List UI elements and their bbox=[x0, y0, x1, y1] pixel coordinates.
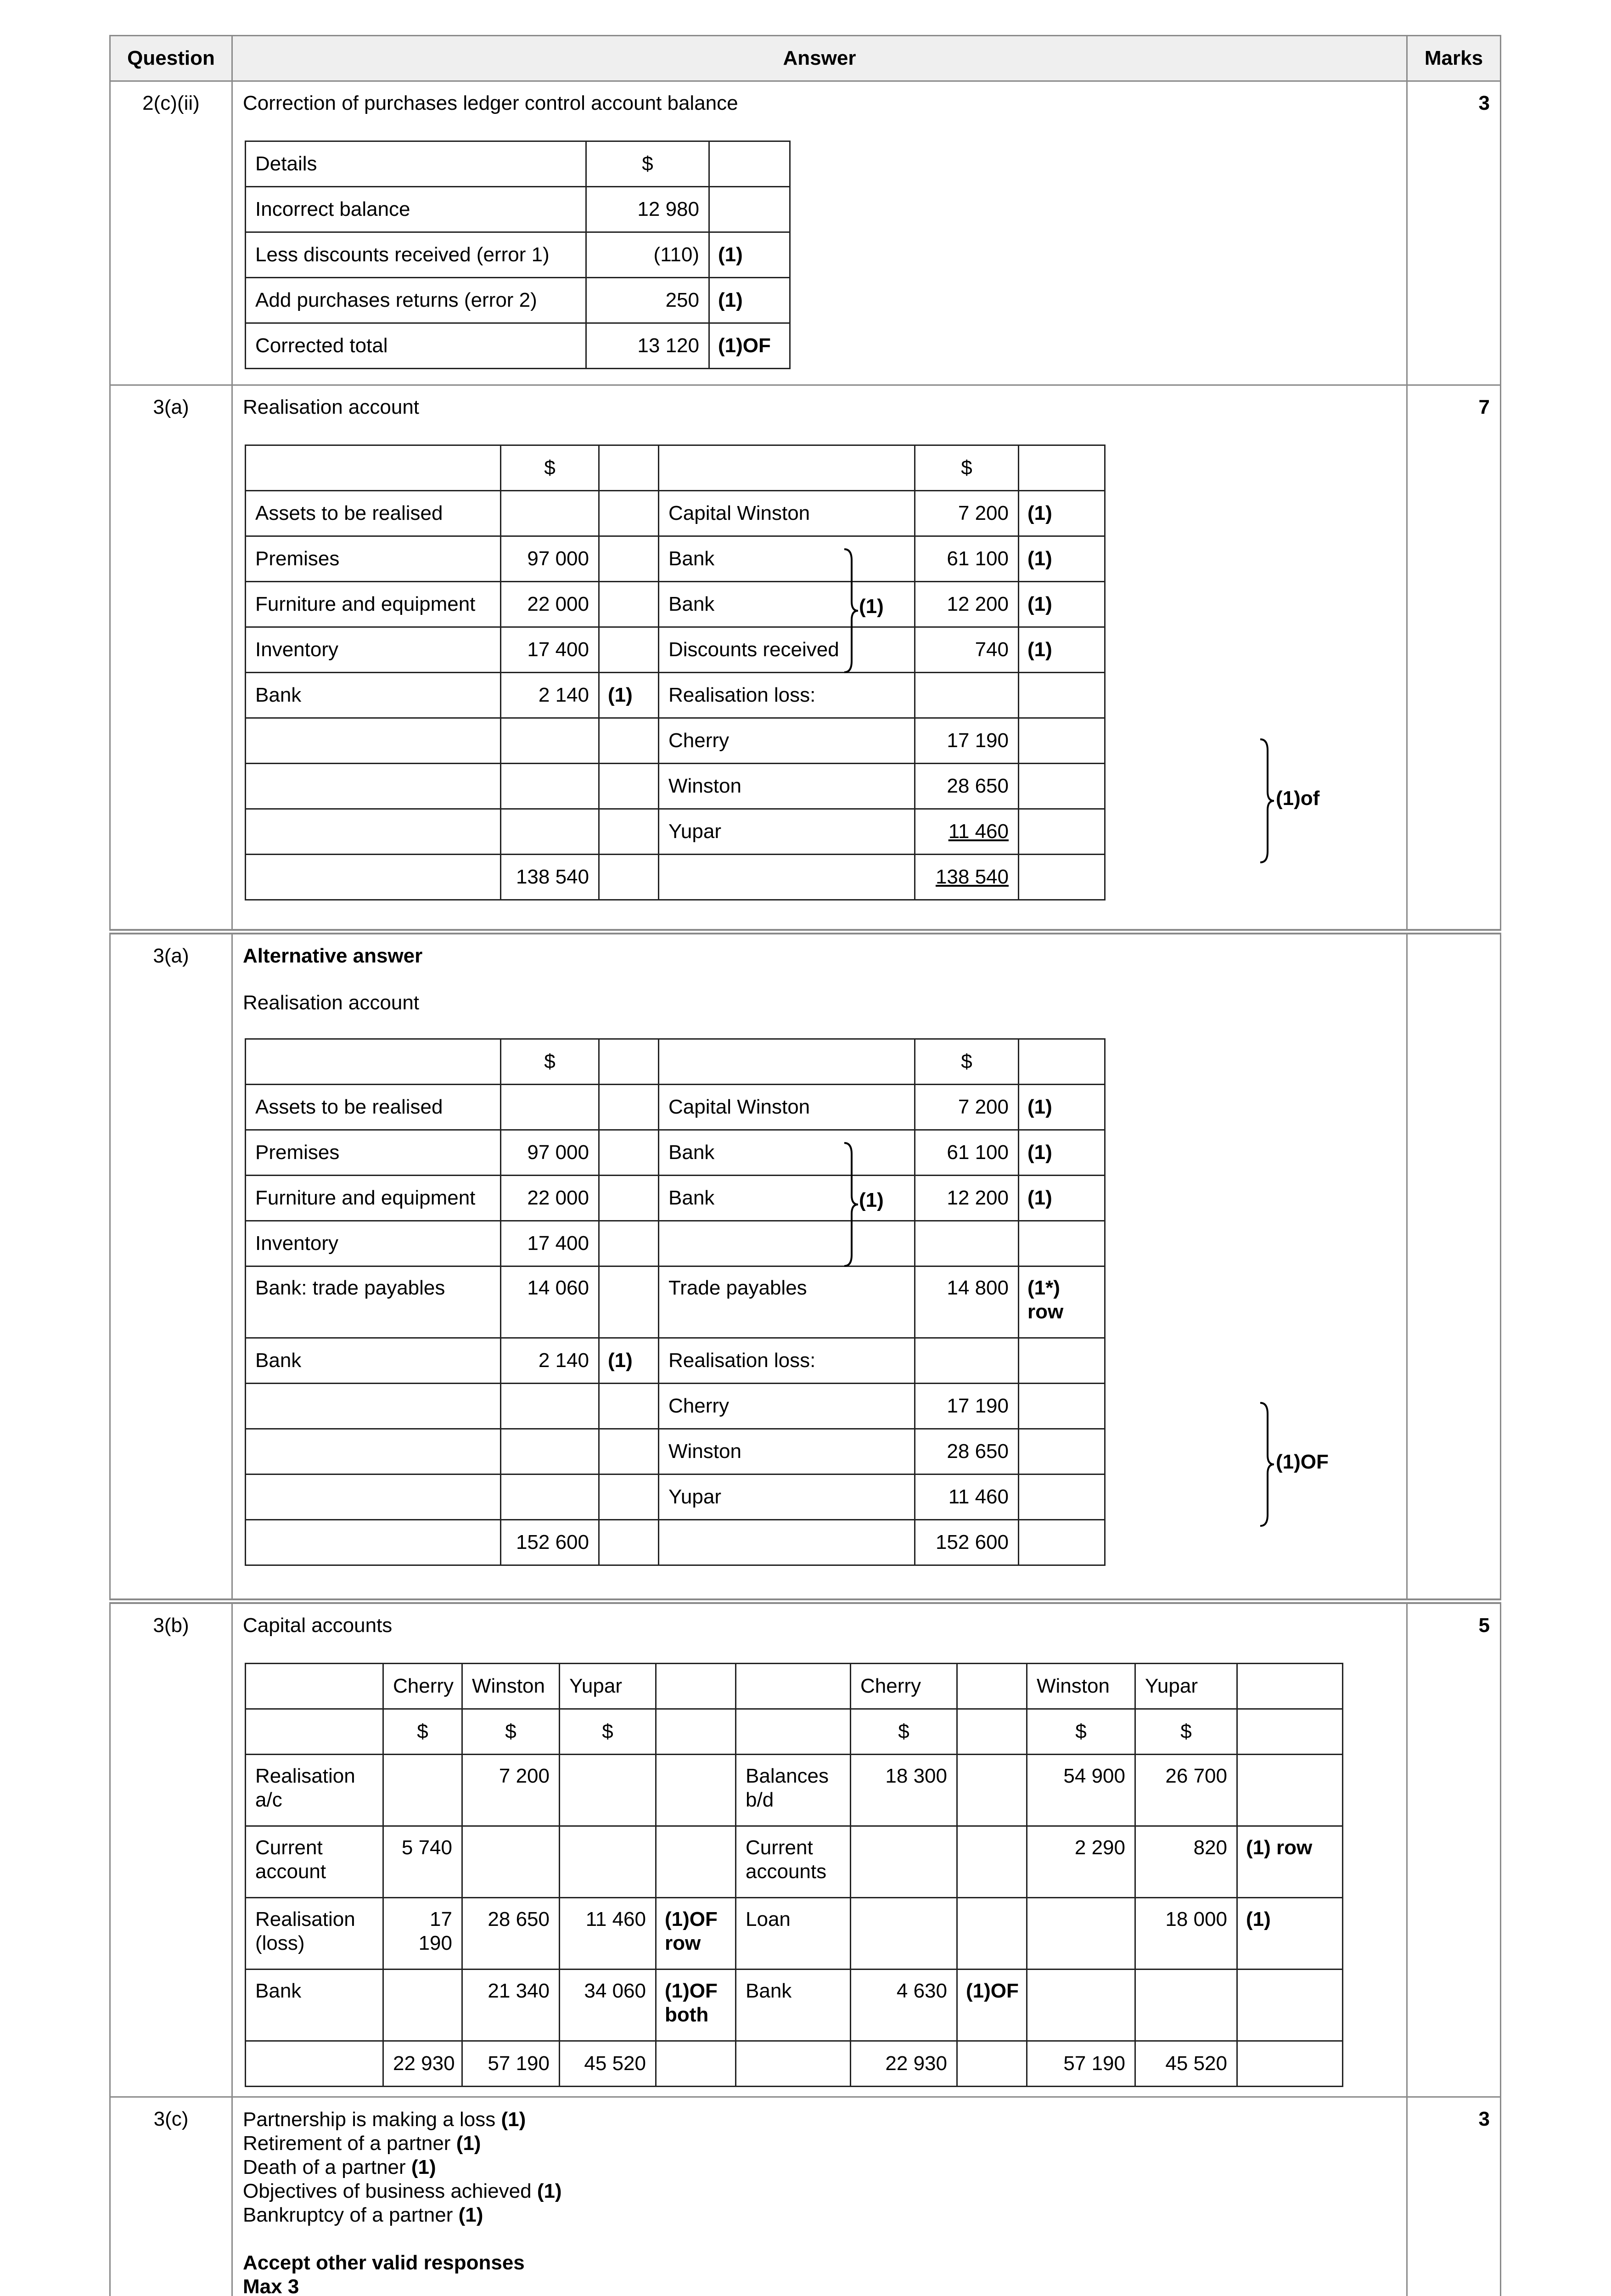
table-cell: 45 520 bbox=[560, 2041, 656, 2086]
table-cell: Discounts received bbox=[659, 627, 915, 673]
table-cell bbox=[957, 1709, 1027, 1754]
answer-3b bbox=[232, 1601, 1407, 2097]
correction-table bbox=[245, 141, 791, 369]
table-cell bbox=[659, 1221, 915, 1266]
marking-note: Max 3 bbox=[243, 2275, 299, 2296]
table-cell: (1) bbox=[1019, 536, 1105, 582]
table-cell bbox=[246, 445, 501, 491]
table-cell: Yupar bbox=[560, 1663, 656, 1709]
table-cell bbox=[501, 1383, 599, 1429]
table-cell bbox=[659, 855, 915, 900]
table-cell: 11 460 bbox=[915, 1474, 1019, 1519]
table-cell bbox=[915, 673, 1019, 718]
answer-3c bbox=[232, 2097, 1407, 2296]
table-cell bbox=[659, 445, 915, 491]
table-cell bbox=[709, 187, 790, 232]
table-cell bbox=[383, 1754, 462, 1826]
list-item: Retirement of a partner (1) bbox=[243, 2132, 481, 2155]
table-row bbox=[246, 278, 790, 323]
question-number: 3(a) bbox=[110, 932, 232, 1601]
table-row bbox=[246, 764, 1105, 809]
table-cell bbox=[501, 491, 599, 536]
table-cell: Bank bbox=[246, 1338, 501, 1383]
table-cell bbox=[1019, 445, 1105, 491]
table-cell: 54 900 bbox=[1027, 1754, 1135, 1826]
table-cell bbox=[599, 1039, 659, 1084]
table-cell bbox=[1019, 718, 1105, 764]
table-cell: Bank bbox=[659, 536, 915, 582]
table-cell bbox=[599, 764, 659, 809]
table-cell bbox=[501, 1474, 599, 1519]
table-cell: $ bbox=[915, 1039, 1019, 1084]
table-cell: (1)OF row bbox=[656, 1897, 736, 1969]
table-cell bbox=[736, 2041, 851, 2086]
list-item: Partnership is making a loss (1) bbox=[243, 2108, 526, 2131]
list-item: Bankruptcy of a partner (1) bbox=[243, 2204, 483, 2226]
table-cell bbox=[383, 1969, 462, 2041]
table-cell bbox=[501, 718, 599, 764]
question-number: 2(c)(ii) bbox=[110, 81, 232, 385]
table-cell: 11 460 bbox=[915, 809, 1019, 855]
table-cell: 11 460 bbox=[560, 1897, 656, 1969]
table-cell bbox=[246, 718, 501, 764]
table-row bbox=[246, 445, 1105, 491]
table-cell: $ bbox=[851, 1709, 957, 1754]
table-cell: 57 190 bbox=[1027, 2041, 1135, 2086]
table-cell: $ bbox=[915, 445, 1019, 491]
table-cell: Bank bbox=[246, 673, 501, 718]
table-cell: 17 190 bbox=[915, 718, 1019, 764]
table-cell: (1) row bbox=[1237, 1826, 1343, 1897]
table-cell: Furniture and equipment bbox=[246, 582, 501, 627]
table-cell: Inventory bbox=[246, 627, 501, 673]
table-cell: Winston bbox=[659, 1429, 915, 1474]
table-row bbox=[246, 1383, 1105, 1429]
capital-accounts-table bbox=[245, 1663, 1343, 2087]
table-cell: 2 290 bbox=[1027, 1826, 1135, 1897]
table-cell: (1) bbox=[709, 232, 790, 278]
table-cell: (1) bbox=[1019, 1130, 1105, 1175]
brace-mark: (1) bbox=[859, 595, 884, 618]
brace-icon bbox=[842, 1140, 861, 1269]
table-row bbox=[246, 1338, 1105, 1383]
answer-header: Answer bbox=[232, 36, 1407, 81]
table-cell bbox=[656, 1754, 736, 1826]
table-cell bbox=[599, 1175, 659, 1221]
question-number: 3(a) bbox=[110, 385, 232, 932]
table-cell: 7 200 bbox=[915, 1084, 1019, 1130]
marks-value: 7 bbox=[1407, 385, 1501, 932]
table-cell bbox=[599, 1474, 659, 1519]
table-cell bbox=[501, 809, 599, 855]
table-cell bbox=[1237, 1709, 1343, 1754]
table-row bbox=[246, 232, 790, 278]
table-cell: 14 800 bbox=[915, 1266, 1019, 1338]
table-cell: (1) bbox=[1019, 627, 1105, 673]
table-cell bbox=[1019, 1221, 1105, 1266]
realisation-account-alt-table bbox=[245, 1038, 1106, 1566]
table-cell bbox=[246, 764, 501, 809]
table-cell: $ bbox=[383, 1709, 462, 1754]
table-cell: 61 100 bbox=[915, 536, 1019, 582]
table-cell bbox=[599, 536, 659, 582]
marks-value: 5 bbox=[1407, 1601, 1501, 2097]
table-cell bbox=[1135, 1969, 1237, 2041]
table-cell: 820 bbox=[1135, 1826, 1237, 1897]
table-cell bbox=[709, 141, 790, 187]
table-cell bbox=[1237, 2041, 1343, 2086]
table-cell: 2 140 bbox=[501, 1338, 599, 1383]
table-cell: 18 000 bbox=[1135, 1897, 1237, 1969]
answer-title: Capital accounts bbox=[243, 1614, 393, 1637]
brace-mark: (1) bbox=[859, 1188, 884, 1211]
table-cell bbox=[656, 1663, 736, 1709]
table-cell bbox=[656, 1709, 736, 1754]
table-cell bbox=[246, 2041, 383, 2086]
table-row bbox=[246, 855, 1105, 900]
table-cell: (110) bbox=[586, 232, 709, 278]
table-cell: Cherry bbox=[851, 1663, 957, 1709]
table-row bbox=[246, 1519, 1105, 1565]
table-cell bbox=[560, 1826, 656, 1897]
table-cell: Trade payables bbox=[659, 1266, 915, 1338]
brace-icon bbox=[842, 546, 861, 675]
table-cell: Current accounts bbox=[736, 1826, 851, 1897]
table-cell: $ bbox=[560, 1709, 656, 1754]
table-row bbox=[246, 1969, 1343, 2041]
table-cell: 45 520 bbox=[1135, 2041, 1237, 2086]
table-cell: 5 740 bbox=[383, 1826, 462, 1897]
table-cell bbox=[246, 1474, 501, 1519]
table-cell: Corrected total bbox=[246, 323, 586, 369]
table-cell: (1) bbox=[1019, 1084, 1105, 1130]
brace-icon bbox=[1258, 1400, 1277, 1529]
table-cell bbox=[599, 1084, 659, 1130]
table-cell: 61 100 bbox=[915, 1130, 1019, 1175]
table-cell: 138 540 bbox=[915, 855, 1019, 900]
table-cell: Bank bbox=[659, 582, 915, 627]
table-cell: Premises bbox=[246, 1130, 501, 1175]
table-cell: Realisation loss: bbox=[659, 1338, 915, 1383]
table-cell: $ bbox=[501, 1039, 599, 1084]
table-cell: (1) bbox=[599, 673, 659, 718]
table-cell: 97 000 bbox=[501, 536, 599, 582]
realisation-account-table bbox=[245, 445, 1106, 900]
table-cell bbox=[246, 1709, 383, 1754]
table-cell: $ bbox=[1027, 1709, 1135, 1754]
table-cell: 57 190 bbox=[462, 2041, 560, 2086]
table-cell: 17 190 bbox=[383, 1897, 462, 1969]
table-cell bbox=[599, 1266, 659, 1338]
table-row bbox=[246, 582, 1105, 627]
table-cell: Cherry bbox=[659, 718, 915, 764]
table-cell: Inventory bbox=[246, 1221, 501, 1266]
table-cell bbox=[1237, 1754, 1343, 1826]
table-cell bbox=[501, 1084, 599, 1130]
table-row bbox=[246, 627, 1105, 673]
table-row bbox=[246, 2041, 1343, 2086]
marks-value: 3 bbox=[1407, 81, 1501, 385]
table-cell: $ bbox=[1135, 1709, 1237, 1754]
table-cell: (1*) row bbox=[1019, 1266, 1105, 1338]
table-cell bbox=[599, 491, 659, 536]
table-cell bbox=[246, 1039, 501, 1084]
table-cell: $ bbox=[586, 141, 709, 187]
table-cell: 138 540 bbox=[501, 855, 599, 900]
answer-title: Realisation account bbox=[243, 396, 420, 418]
table-cell: 22 000 bbox=[501, 582, 599, 627]
answer-3a bbox=[232, 385, 1407, 932]
table-cell bbox=[957, 1897, 1027, 1969]
table-cell: Yupar bbox=[1135, 1663, 1237, 1709]
table-cell: Assets to be realised bbox=[246, 1084, 501, 1130]
table-cell: Bank: trade payables bbox=[246, 1266, 501, 1338]
table-row bbox=[246, 1474, 1105, 1519]
table-cell: (1)OF both bbox=[656, 1969, 736, 2041]
table-cell: Cherry bbox=[659, 1383, 915, 1429]
table-cell: Yupar bbox=[659, 1474, 915, 1519]
table-cell: Bank bbox=[659, 1130, 915, 1175]
table-cell: 17 400 bbox=[501, 627, 599, 673]
table-row bbox=[246, 1039, 1105, 1084]
table-cell: Realisation a/c bbox=[246, 1754, 383, 1826]
answer-2cii bbox=[232, 81, 1407, 385]
table-cell bbox=[1019, 1519, 1105, 1565]
table-cell: 17 190 bbox=[915, 1383, 1019, 1429]
table-row bbox=[246, 1897, 1343, 1969]
table-row bbox=[246, 536, 1105, 582]
table-cell bbox=[599, 627, 659, 673]
table-cell bbox=[599, 1429, 659, 1474]
table-cell: Realisation loss: bbox=[659, 673, 915, 718]
table-cell bbox=[462, 1826, 560, 1897]
table-cell bbox=[1027, 1969, 1135, 2041]
table-row bbox=[246, 1266, 1105, 1338]
marks-value bbox=[1407, 932, 1501, 1601]
table-row bbox=[246, 1754, 1343, 1826]
table-cell: 22 000 bbox=[501, 1175, 599, 1221]
table-cell: 28 650 bbox=[915, 1429, 1019, 1474]
table-cell: 12 200 bbox=[915, 582, 1019, 627]
marks-header: Marks bbox=[1407, 36, 1501, 81]
brace-mark: (1)OF bbox=[1276, 1450, 1329, 1473]
table-cell: Bank bbox=[246, 1969, 383, 2041]
table-row bbox=[246, 1130, 1105, 1175]
answer-title: Correction of purchases ledger control account balance bbox=[243, 92, 738, 114]
table-cell bbox=[599, 445, 659, 491]
answer-3a-alternative bbox=[232, 932, 1407, 1601]
table-cell bbox=[736, 1663, 851, 1709]
table-cell: 7 200 bbox=[462, 1754, 560, 1826]
table-cell bbox=[1019, 673, 1105, 718]
table-cell bbox=[246, 809, 501, 855]
table-cell: Winston bbox=[1027, 1663, 1135, 1709]
table-cell: Premises bbox=[246, 536, 501, 582]
table-cell: $ bbox=[501, 445, 599, 491]
table-cell bbox=[656, 1826, 736, 1897]
table-cell: Realisation (loss) bbox=[246, 1897, 383, 1969]
table-cell bbox=[957, 1754, 1027, 1826]
table-cell bbox=[599, 809, 659, 855]
answer-title: Realisation account bbox=[243, 991, 420, 1014]
question-number: 3(b) bbox=[110, 1601, 232, 2097]
table-cell: (1)OF bbox=[957, 1969, 1027, 2041]
table-cell bbox=[560, 1754, 656, 1826]
table-row bbox=[246, 1709, 1343, 1754]
table-cell: 21 340 bbox=[462, 1969, 560, 2041]
table-cell bbox=[246, 1519, 501, 1565]
list-item: Objectives of business achieved (1) bbox=[243, 2180, 562, 2202]
brace-icon bbox=[1257, 419, 1276, 547]
table-cell: 152 600 bbox=[915, 1519, 1019, 1565]
table-cell bbox=[1019, 1429, 1105, 1474]
table-cell bbox=[1027, 1897, 1135, 1969]
table-cell: Bank bbox=[659, 1175, 915, 1221]
table-row bbox=[246, 141, 790, 187]
table-cell: (1)OF bbox=[709, 323, 790, 369]
table-row bbox=[246, 673, 1105, 718]
table-row bbox=[246, 187, 790, 232]
alternative-heading: Alternative answer bbox=[243, 944, 423, 967]
table-cell: 34 060 bbox=[560, 1969, 656, 2041]
table-cell: Less discounts received (error 1) bbox=[246, 232, 586, 278]
table-cell: (1) bbox=[1237, 1897, 1343, 1969]
table-cell: Winston bbox=[659, 764, 915, 809]
table-cell bbox=[957, 1663, 1027, 1709]
table-row bbox=[246, 1663, 1343, 1709]
table-cell: (1) bbox=[1019, 491, 1105, 536]
table-cell: 22 930 bbox=[851, 2041, 957, 2086]
table-cell bbox=[659, 1039, 915, 1084]
table-cell bbox=[246, 855, 501, 900]
table-cell bbox=[736, 1709, 851, 1754]
table-cell: 12 980 bbox=[586, 187, 709, 232]
table-cell bbox=[915, 1221, 1019, 1266]
table-cell: 12 200 bbox=[915, 1175, 1019, 1221]
table-cell: 14 060 bbox=[501, 1266, 599, 1338]
table-cell bbox=[1019, 809, 1105, 855]
table-cell bbox=[851, 1897, 957, 1969]
table-cell: Incorrect balance bbox=[246, 187, 586, 232]
table-cell: 26 700 bbox=[1135, 1754, 1237, 1826]
table-cell bbox=[1019, 1338, 1105, 1383]
table-cell bbox=[599, 1221, 659, 1266]
table-row bbox=[246, 1221, 1105, 1266]
table-cell bbox=[246, 1383, 501, 1429]
table-cell bbox=[246, 1429, 501, 1474]
table-cell: 28 650 bbox=[462, 1897, 560, 1969]
table-cell: (1) bbox=[1019, 582, 1105, 627]
table-cell: Furniture and equipment bbox=[246, 1175, 501, 1221]
table-cell: Capital Winston bbox=[659, 491, 915, 536]
table-row bbox=[246, 1084, 1105, 1130]
table-cell: 28 650 bbox=[915, 764, 1019, 809]
brace-mark: (1)of bbox=[1276, 787, 1320, 810]
table-cell: Details bbox=[246, 141, 586, 187]
table-cell: 7 200 bbox=[915, 491, 1019, 536]
table-cell: 4 630 bbox=[851, 1969, 957, 2041]
table-cell bbox=[599, 582, 659, 627]
table-row bbox=[246, 718, 1105, 764]
table-cell: (1) bbox=[599, 1338, 659, 1383]
question-header: Question bbox=[110, 36, 232, 81]
table-cell bbox=[599, 718, 659, 764]
brace-icon bbox=[1258, 737, 1277, 865]
table-cell bbox=[851, 1826, 957, 1897]
table-cell: Current account bbox=[246, 1826, 383, 1897]
list-item: Death of a partner (1) bbox=[243, 2156, 436, 2178]
table-row bbox=[246, 323, 790, 369]
table-cell: 152 600 bbox=[501, 1519, 599, 1565]
table-cell bbox=[659, 1519, 915, 1565]
table-cell: $ bbox=[462, 1709, 560, 1754]
table-cell bbox=[915, 1338, 1019, 1383]
table-cell: Assets to be realised bbox=[246, 491, 501, 536]
table-cell: Loan bbox=[736, 1897, 851, 1969]
table-cell: Bank bbox=[736, 1969, 851, 2041]
table-cell: (1) bbox=[1019, 1175, 1105, 1221]
table-cell bbox=[501, 764, 599, 809]
table-cell: Add purchases returns (error 2) bbox=[246, 278, 586, 323]
table-cell bbox=[1019, 764, 1105, 809]
table-row bbox=[246, 809, 1105, 855]
marking-note: Accept other valid responses bbox=[243, 2251, 525, 2274]
table-cell bbox=[599, 1383, 659, 1429]
table-row bbox=[246, 1429, 1105, 1474]
table-cell bbox=[1019, 1474, 1105, 1519]
table-cell: 22 930 bbox=[383, 2041, 462, 2086]
table-cell bbox=[599, 1130, 659, 1175]
table-cell bbox=[1237, 1969, 1343, 2041]
table-cell bbox=[246, 1663, 383, 1709]
table-cell: Balances b/d bbox=[736, 1754, 851, 1826]
table-row bbox=[246, 1175, 1105, 1221]
table-row bbox=[246, 1826, 1343, 1897]
marks-value: 3 bbox=[1407, 2097, 1501, 2296]
table-cell bbox=[957, 2041, 1027, 2086]
table-cell bbox=[957, 1826, 1027, 1897]
table-cell bbox=[1019, 1039, 1105, 1084]
table-cell: 17 400 bbox=[501, 1221, 599, 1266]
table-cell: 13 120 bbox=[586, 323, 709, 369]
table-cell: Capital Winston bbox=[659, 1084, 915, 1130]
table-cell bbox=[1019, 1383, 1105, 1429]
table-cell bbox=[1237, 1663, 1343, 1709]
table-cell bbox=[1019, 855, 1105, 900]
table-cell: Winston bbox=[462, 1663, 560, 1709]
table-cell: 250 bbox=[586, 278, 709, 323]
table-cell bbox=[599, 855, 659, 900]
table-cell: 2 140 bbox=[501, 673, 599, 718]
table-row bbox=[246, 491, 1105, 536]
table-cell bbox=[656, 2041, 736, 2086]
table-cell bbox=[501, 1429, 599, 1474]
table-cell: 18 300 bbox=[851, 1754, 957, 1826]
table-cell bbox=[599, 1519, 659, 1565]
table-cell: 740 bbox=[915, 627, 1019, 673]
table-cell: 97 000 bbox=[501, 1130, 599, 1175]
table-cell: Yupar bbox=[659, 809, 915, 855]
table-cell: (1) bbox=[709, 278, 790, 323]
question-number: 3(c) bbox=[110, 2097, 232, 2296]
mark-scheme-table bbox=[109, 35, 1501, 2296]
table-cell: Cherry bbox=[383, 1663, 462, 1709]
